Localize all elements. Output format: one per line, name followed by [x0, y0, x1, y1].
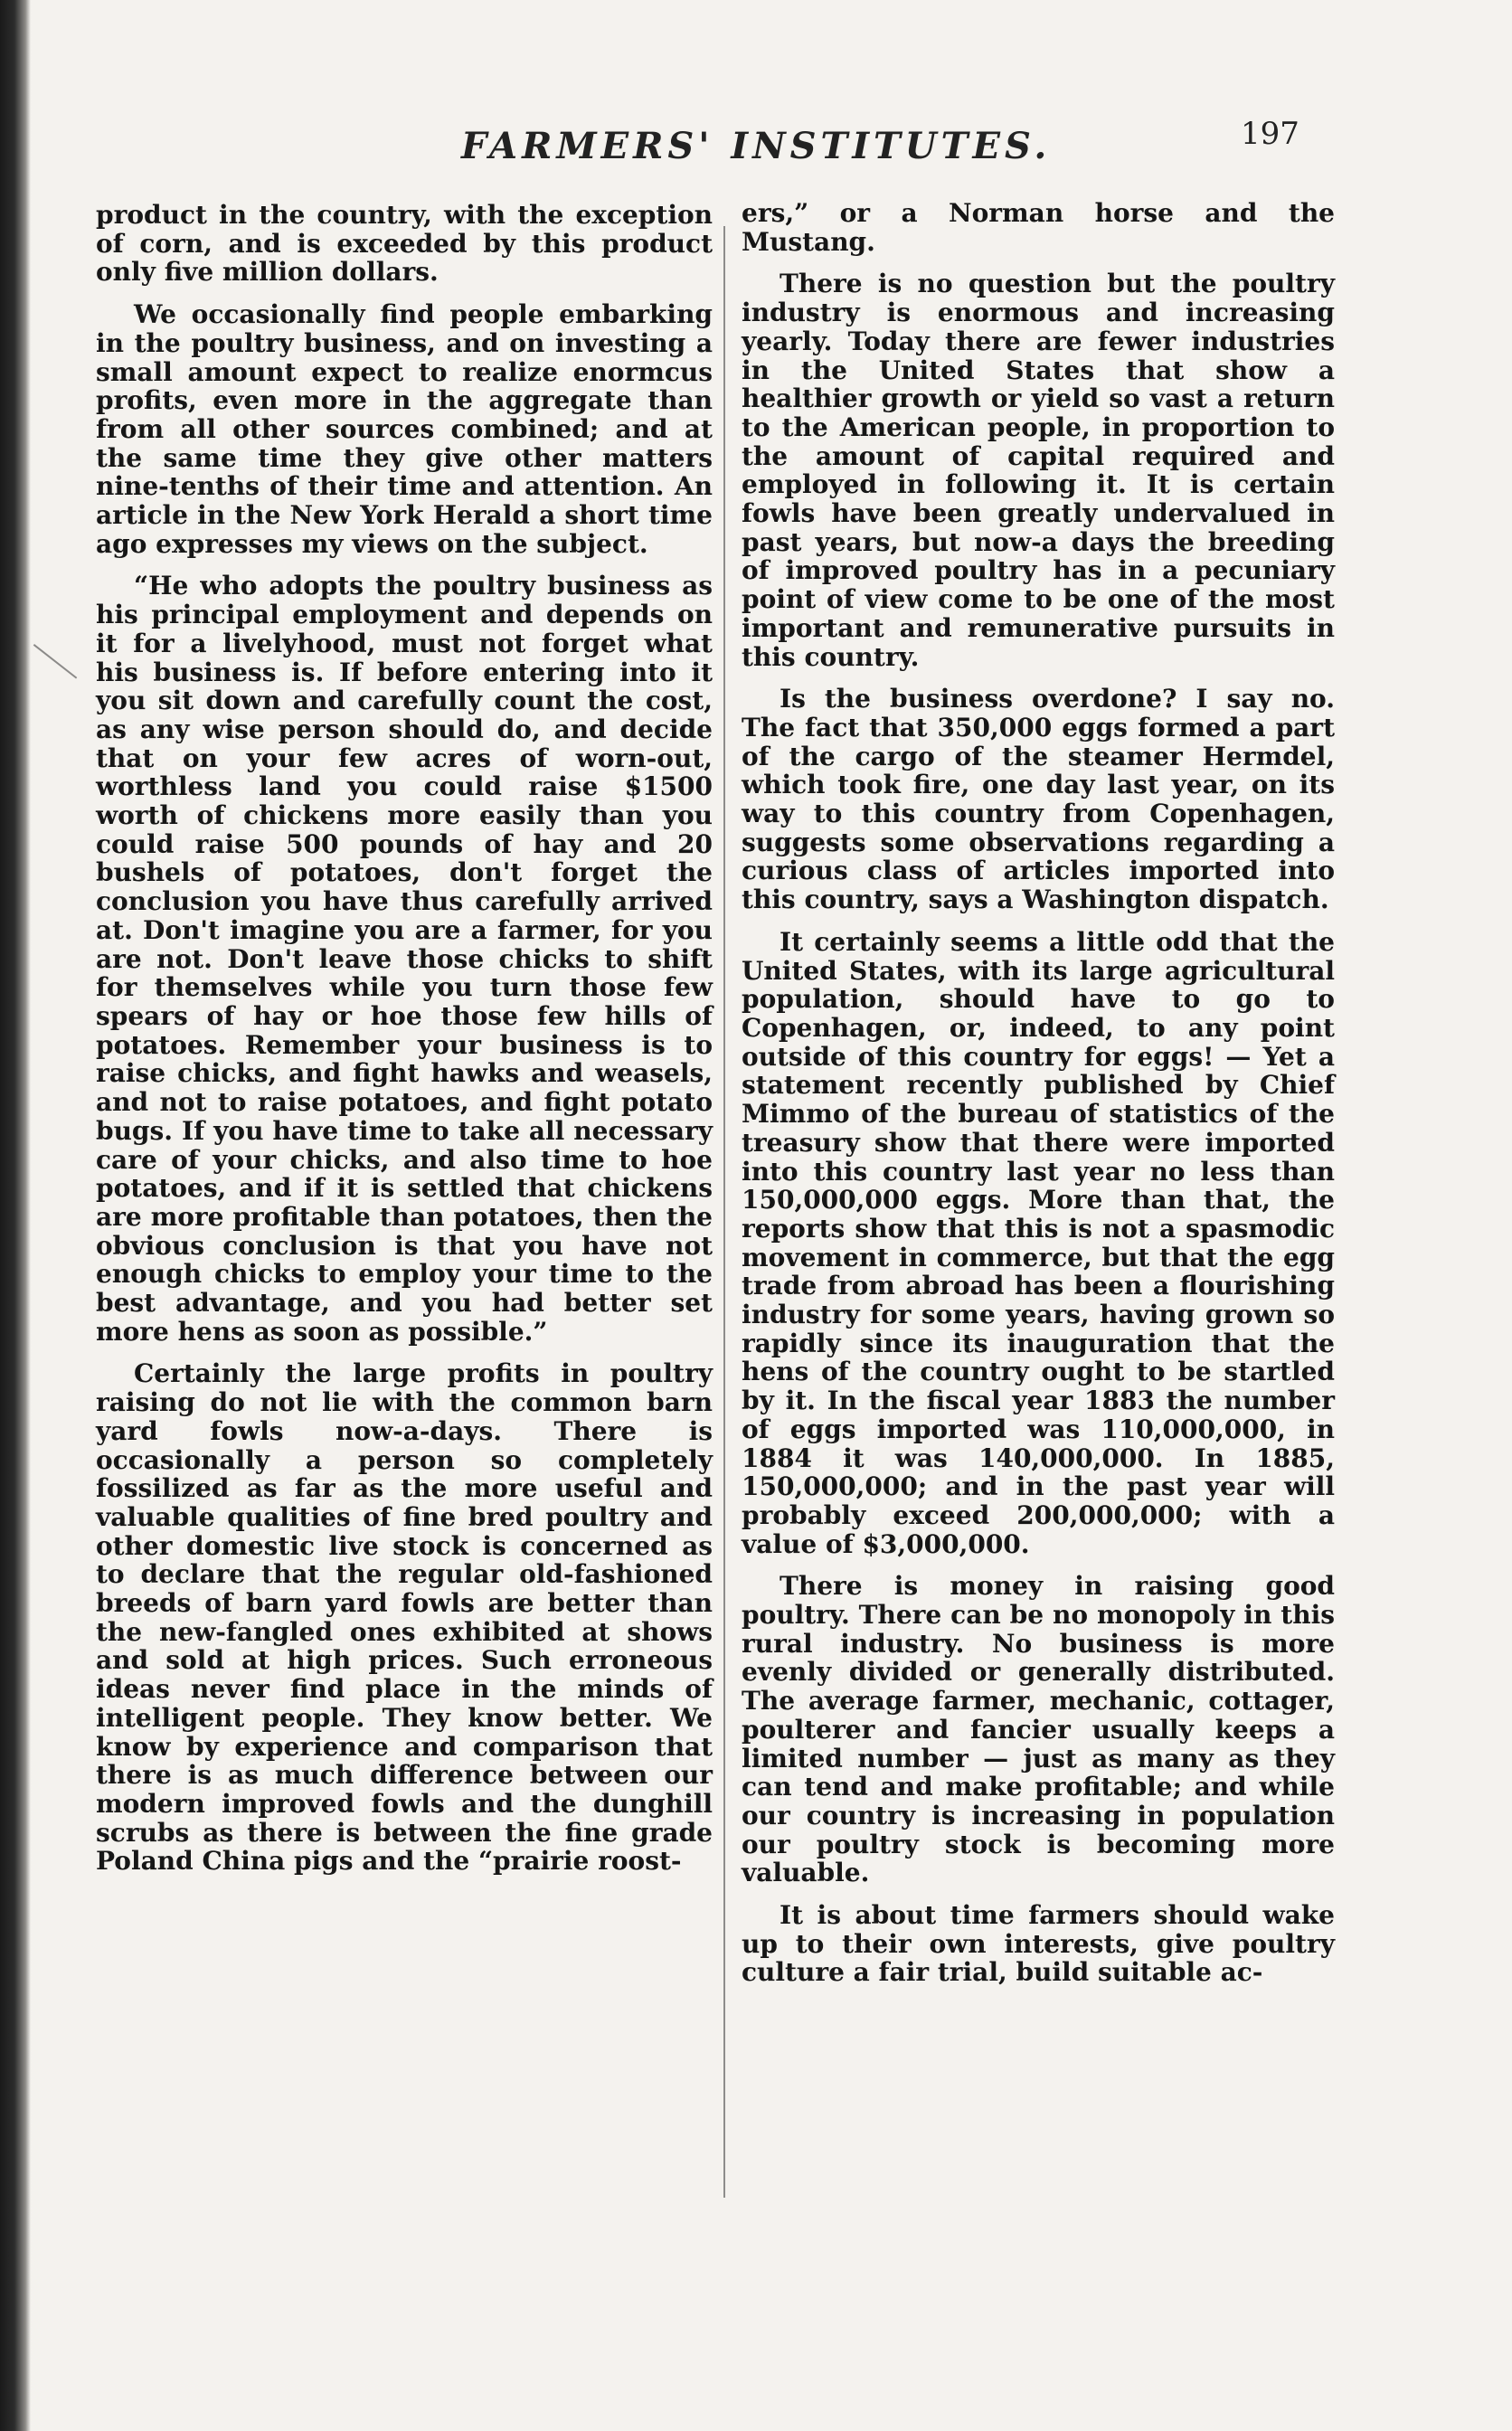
running-title: FARMERS' INSTITUTES.: [461, 125, 1052, 167]
quoted-paragraph: “He who adopts the poultry business as his principal employment and depends on it for a livelyhood, must not forget what his business is. If before entering into it you sit down and carefully count the cost, as any wise person should do, and decide that on your few acres of worn-out, worthless land you could raise $1500 worth of chickens more easily than you could raise 500 pounds of hay and 20 bushels of potatoes, don't forget the conclusion you have thus carefully arrived at. Don't imagine you are a farmer, for you are not. Don't leave those chicks to shift for themselves while you turn those few spears of hay or hoe those few hills of potatoes. Remember your business is to raise chicks, and fight hawks and weasels, and not to raise potatoes, and fight potato bugs. If you have time to take all necessary care of your chicks, and also time to hoe potatoes, and if it is settled that chickens are more profitable than potatoes, then the obvious conclusion is that you have not enough chicks to employ your time to the best advantage, and you had better set more hens as soon as possible.”: [96, 571, 713, 1347]
left-text-column: [96, 201, 713, 1889]
paragraph: ers,” or a Norman horse and the Mustang.: [742, 198, 1335, 257]
paragraph: We occasionally find people embarking in the poultry business, and on investing a small amount expect to realize enormcus profits, even more in the aggregate than from all other sources combined; and at the same time they give other matters nine-tenths of their time and attention. An article in the New York Herald a short time ago expresses my views on the subject.: [96, 299, 713, 559]
page-header: [0, 116, 1512, 179]
paragraph: product in the country, with the exception of corn, and is exceeded by this product only five million dollars.: [96, 200, 713, 288]
paragraph: It certainly seems a little odd that the United States, with its large agricultural population, should have to go to Copenhagen, or, indeed, to any point outside of this country for eggs! — Yet a statement recently published by Chief Mimmo of the bureau of statistics of the treasury show that there were imported into this country last year no less than 150,000,000 eggs. More than that, the reports show that this is not a spasmodic movement in commerce, but that the egg trade from abroad has been a flourishing industry for some years, having grown so rapidly since its inauguration that the hens of the country ought to be startled by it. In the fiscal year 1883 the number of eggs imported was 110,000,000, in 1884 it was 140,000,000. In 1885, 150,000,000; and in the past year will probably exceed 200,000,000; with a value of $3,000,000.: [742, 926, 1335, 1559]
right-text-column: [742, 199, 1335, 2001]
paragraph: Is the business overdone? I say no. The fact that 350,000 eggs formed a part of the cargo of the steamer Hermdel, which took fire, one day last year, on its way to this country from Copenhagen, suggests some observations regarding a curious class of articles imported into this country, says a Washington dispatch.: [742, 684, 1335, 915]
column-divider: [723, 226, 725, 2198]
paragraph: Certainly the large profits in poultry raising do not lie with the common barn yard fowls now-a-days. There is occasionally a person so completely fossilized as far as the more useful and valuable qualities of fine bred poultry and other domestic live stock is concerned as to declare that the regular old-fashioned breeds of barn yard fowls are better than the new-fangled ones exhibited at shows and sold at high prices. Such erroneous ideas never find place in the minds of intelligent people. They know better. We know by experience and comparison that there is as much difference between our modern improved fowls and the dunghill scrubs as there is between the fine grade Poland China pigs and the “prairie roost-: [96, 1358, 713, 1877]
paragraph: It is about time farmers should wake up to their own interests, give poultry culture a fair trial, build suitable ac-: [742, 1900, 1335, 1988]
page-binding-edge: [0, 0, 31, 2431]
page-number: 197: [1241, 116, 1299, 152]
paragraph: There is money in raising good poultry. There can be no monopoly in this rural industry. No business is more evenly divided or generally distributed. The average farmer, mechanic, cottager, poulterer and fancier usually keeps a limited number — just as many as they can tend and make profitable; and while our country is increasing in population our poultry stock is becoming more valuable.: [742, 1571, 1335, 1888]
paragraph: There is no question but the poultry industry is enormous and increasing yearly. Today there are fewer industries in the United States that show a healthier growth or yield so vast a return to the American people, in proportion to the amount of capital required and employed in following it. It is certain fowls have been greatly undervalued in past years, but now-a days the breeding of improved poultry has in a pecuniary point of view come to be one of the most important and remunerative pursuits in this country.: [742, 269, 1335, 672]
